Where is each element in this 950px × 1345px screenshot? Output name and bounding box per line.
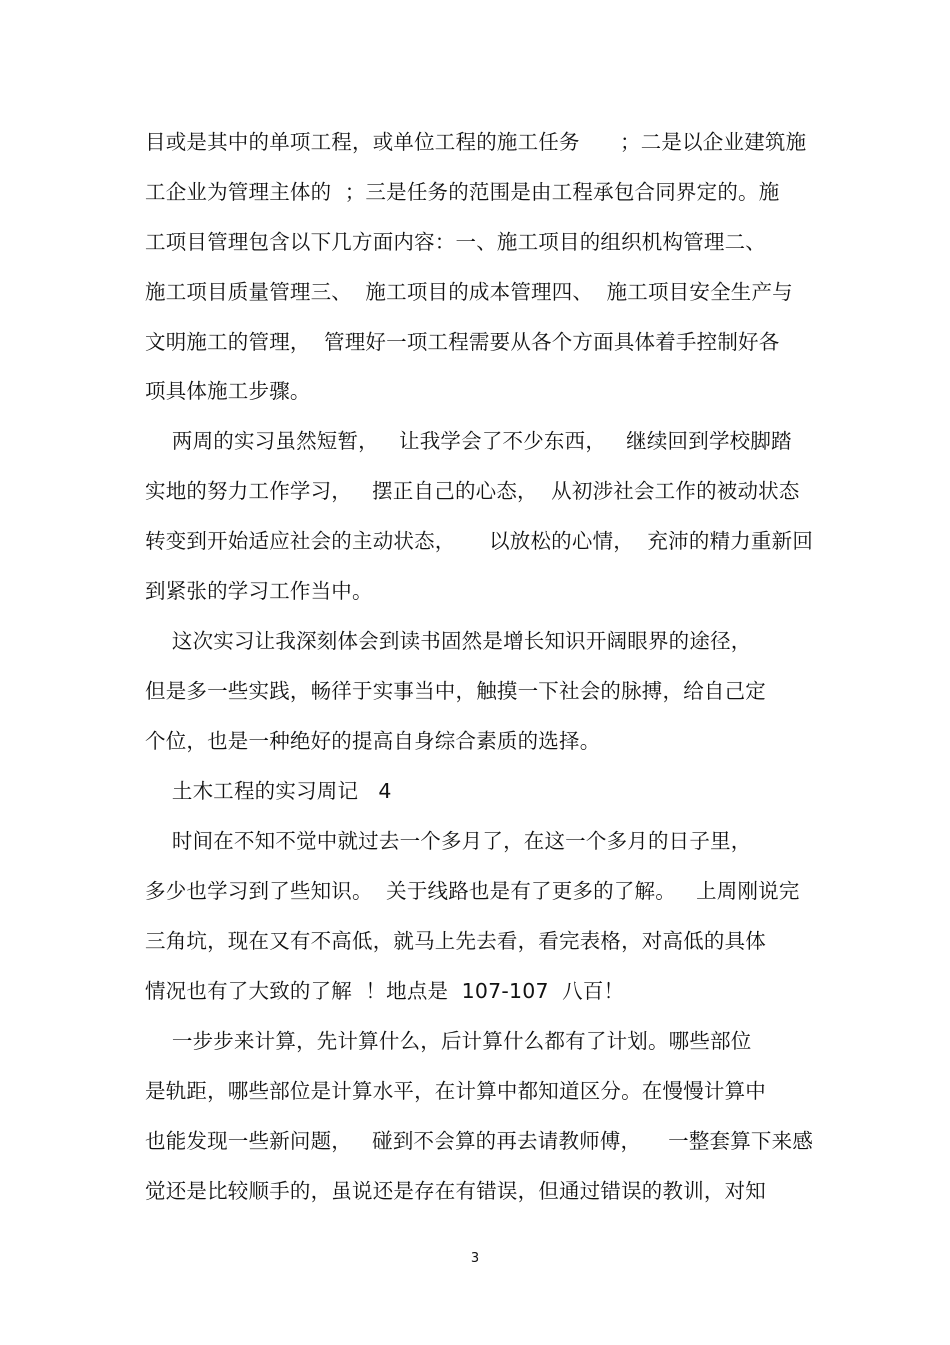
page-number: 3: [470, 1251, 480, 1266]
text-line: 目或是其中的单项工程，或单位工程的施工任务 ；二是以企业建筑施: [145, 130, 807, 154]
text-line: 觉还是比较顺手的，虽说还是存在有错误，但通过错误的教训，对知: [145, 1179, 766, 1203]
text-line: 施工项目质量管理三、 施工项目的成本管理四、 施工项目安全生产与: [145, 280, 793, 304]
text-line: 个位，也是一种绝好的提高自身综合素质的选择。: [145, 729, 601, 753]
text-line: 两周的实习虽然短暂， 让我学会了不少东西， 继续回到学校脚踏: [145, 429, 792, 453]
text-line: 三角坑，现在又有不高低，就马上先去看，看完表格，对高低的具体: [145, 929, 766, 953]
text-line: 也能发现一些新问题， 碰到不会算的再去请教师傅， 一整套算下来感: [145, 1129, 814, 1153]
text-line: 但是多一些实践，畅徉于实事当中，触摸一下社会的脉搏，给自己定: [145, 679, 766, 703]
text-line: 到紧张的学习工作当中。: [145, 579, 373, 603]
section-heading: 土木工程的实习周记 4: [145, 779, 392, 803]
text-line: 项具体施工步骤。: [145, 379, 311, 403]
text-line: 一步步来计算，先计算什么，后计算什么都有了计划。哪些部位: [145, 1029, 752, 1053]
text-line: 情况也有了大致的了解 ！地点是 107-107 八百！: [145, 979, 625, 1003]
text-line: 时间在不知不觉中就过去一个多月了，在这一个多月的日子里，: [145, 829, 752, 853]
text-line: 文明施工的管理， 管理好一项工程需要从各个方面具体着手控制好各: [145, 330, 780, 354]
text-line: 这次实习让我深刻体会到读书固然是增长知识开阔眼界的途径，: [145, 629, 752, 653]
text-line: 是轨距，哪些部位是计算水平，在计算中都知道区分。在慢慢计算中: [145, 1079, 766, 1103]
text-line: 转变到开始适应社会的主动状态， 以放松的心情， 充沛的精力重新回: [145, 529, 814, 553]
text-line: 工项目管理包含以下几方面内容：一、施工项目的组织机构管理二、: [145, 230, 766, 254]
text-line: 工企业为管理主体的 ；三是任务的范围是由工程承包合同界定的。施: [145, 180, 780, 204]
text-line: 实地的努力工作学习， 摆正自己的心态， 从初涉社会工作的被动状态: [145, 479, 800, 503]
text-line: 多少也学习到了些知识。 关于线路也是有了更多的了解。 上周刚说完: [145, 879, 800, 903]
